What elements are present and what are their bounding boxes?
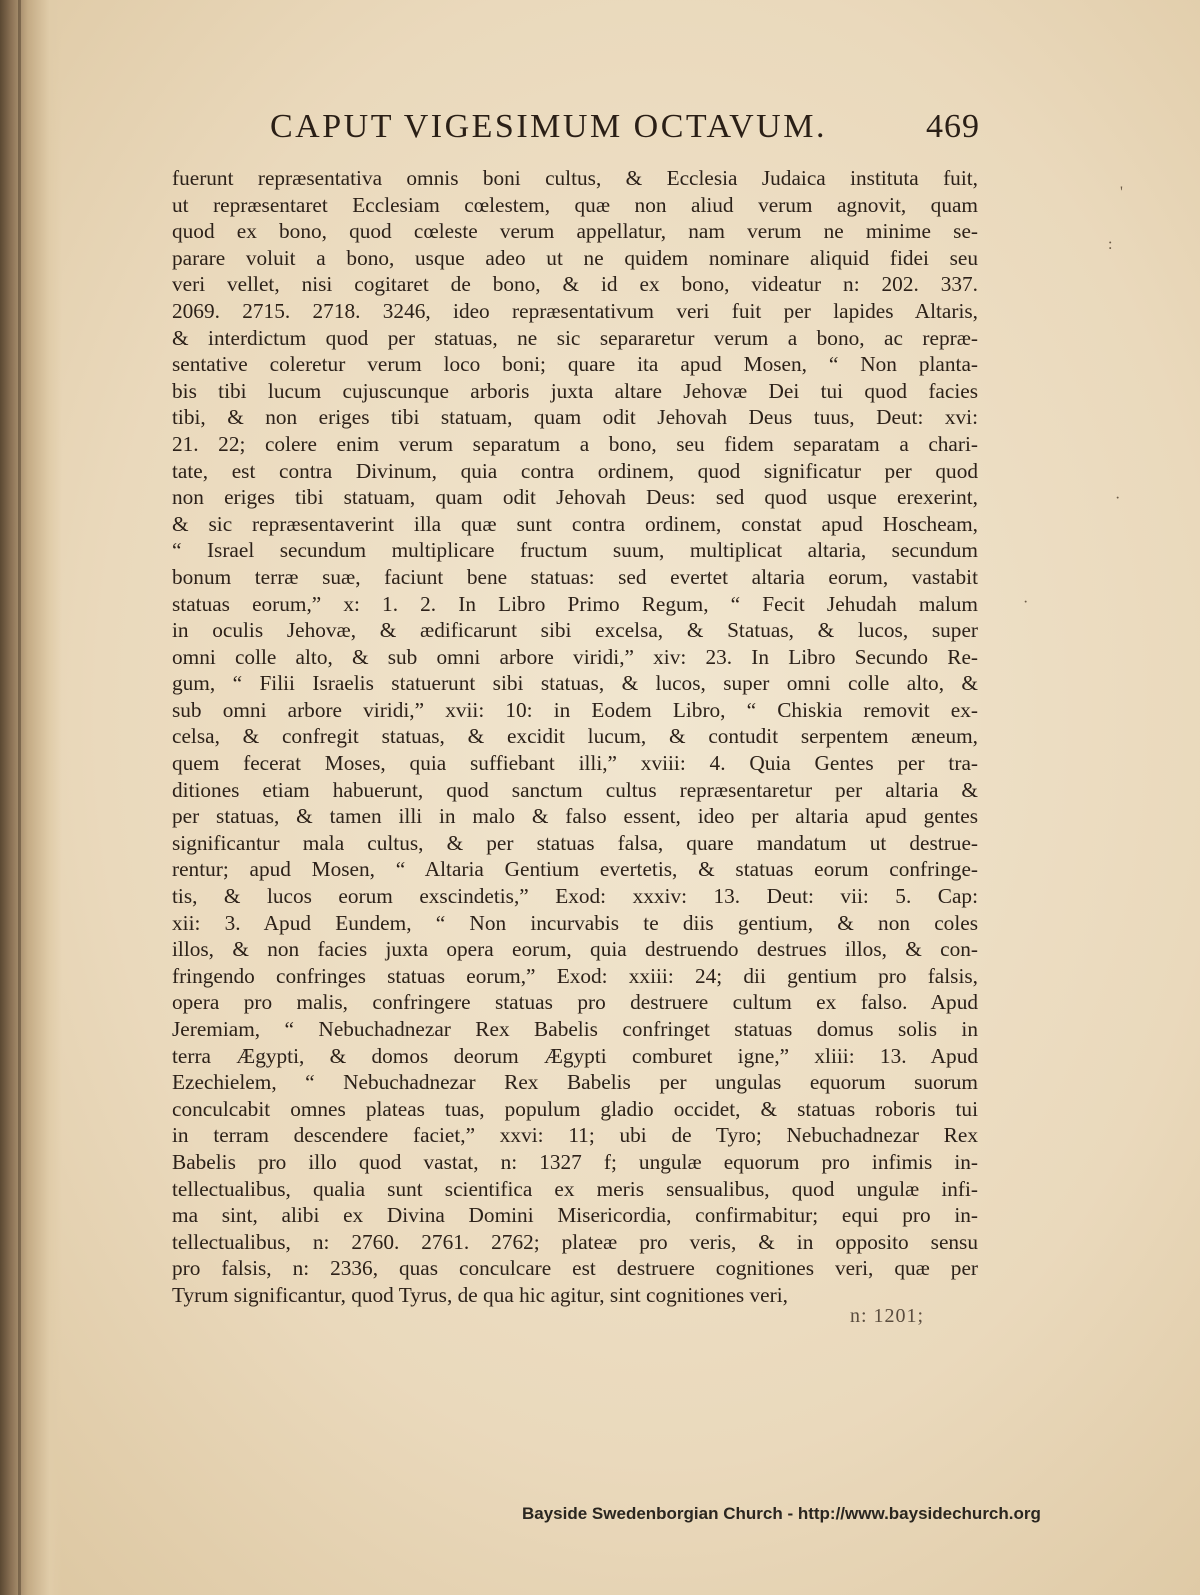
text-line: opera pro malis, confringere statuas pro destruere cultum ex falso. Apud xyxy=(172,990,978,1015)
text-line: pro falsis, n: 2336, quas conculcare est destruere cognitiones veri, quæ per xyxy=(172,1256,978,1281)
text-line: 21. 22; colere enim verum separatum a bono, seu fidem separatam a chari- xyxy=(172,431,978,456)
text-line: in terram descendere faciet,” xxvi: 11; ubi de Tyro; Nebuchadnezar Rex xyxy=(172,1123,978,1148)
text-line: bis tibi lucum cujuscunque arboris juxta altare Jehovæ Dei tui quod facies xyxy=(172,378,978,403)
chapter-title: CAPUT VIGESIMUM OCTAVUM. xyxy=(270,108,827,145)
text-line: significantur mala cultus, & per statuas falsa, quare mandatum ut destrue- xyxy=(172,830,978,855)
text-line: bonum terræ suæ, faciunt bene statuas: sed evertet altaria eorum, vastabit xyxy=(172,564,978,589)
text-line: rentur; apud Mosen, “ Altaria Gentium evertetis, & statuas eorum confringe- xyxy=(172,857,978,882)
text-line: xii: 3. Apud Eundem, “ Non incurvabis te diis gentium, & non coles xyxy=(172,910,978,935)
text-line: tate, est contra Divinum, quia contra ordinem, quod significatur per quod xyxy=(172,458,978,483)
text-line: Ezechielem, “ Nebuchadnezar Rex Babelis per ungulas equorum suorum xyxy=(172,1070,978,1095)
text-line: parare voluit a bono, usque adeo ut ne quidem nominare aliquid fidei seu xyxy=(172,245,978,270)
text-line: in oculis Jehovæ, & ædificarunt sibi excelsa, & Statuas, & lucos, super xyxy=(172,618,978,643)
text-line: quod ex bono, quod cœleste verum appellatur, nam verum ne minime se- xyxy=(172,219,978,244)
margin-mark: · xyxy=(1115,490,1121,507)
margin-mark: · xyxy=(1023,594,1029,611)
text-line: non eriges tibi statuam, quam odit Jehovah Deus: sed quod usque erexerint, xyxy=(172,485,978,510)
text-line: sentative coleretur verum loco boni; quare ita apud Mosen, “ Non planta- xyxy=(172,352,978,377)
text-line: tis, & lucos eorum exscindetis,” Exod: xxxiv: 13. Deut: vii: 5. Cap: xyxy=(172,884,978,909)
text-line: ma sint, alibi ex Divina Domini Misericordia, confirmabitur; equi pro in- xyxy=(172,1203,978,1228)
text-line: terra Ægypti, & domos deorum Ægypti comburet igne,” xliii: 13. Apud xyxy=(172,1043,978,1068)
text-line: ditiones etiam habuerunt, quod sanctum cultus repræsentaretur per altaria & xyxy=(172,777,978,802)
book-gutter-shadow xyxy=(0,0,62,1595)
text-line: & interdictum quod per statuas, ne sic separaretur verum a bono, ac repræ- xyxy=(172,325,978,350)
website-watermark: Bayside Swedenborgian Church - http://www.baysidechurch.org xyxy=(522,1504,1041,1523)
text-line: tellectualibus, n: 2760. 2761. 2762; plateæ pro veris, & in opposito sensu xyxy=(172,1229,978,1254)
text-line: statuas eorum,” x: 1. 2. In Libro Primo Regum, “ Fecit Jehudah malum xyxy=(172,591,978,616)
text-line: sub omni arbore viridi,” xvii: 10: in Eodem Libro, “ Chiskia removit ex- xyxy=(172,697,978,722)
catchword: n: 1201; xyxy=(850,1305,925,1327)
text-line: Babelis pro illo quod vastat, n: 1327 f; ungulæ equorum pro infimis in- xyxy=(172,1149,978,1174)
text-line: veri vellet, nisi cogitaret de bono, & id ex bono, videatur n: 202. 337. xyxy=(172,272,978,297)
text-line: & sic repræsentaverint illa quæ sunt contra ordinem, constat apud Hoscheam, xyxy=(172,511,978,536)
binding-edge xyxy=(18,0,21,1595)
text-line: fuerunt repræsentativa omnis boni cultus, & Ecclesia Judaica instituta fuit, xyxy=(172,166,978,190)
text-line: fringendo confringes statuas eorum,” Exod: xxiii: 24; dii gentium pro falsis, xyxy=(172,963,978,988)
text-line: tibi, & non eriges tibi statuam, quam odit Jehovah Deus tuus, Deut: xvi: xyxy=(172,405,978,430)
margin-mark: ' xyxy=(1120,184,1123,201)
text-line: tellectualibus, qualia sunt scientifica ex meris sensualibus, quod ungulæ infi- xyxy=(172,1176,978,1201)
text-line: ut repræsentaret Ecclesiam cœlestem, quæ non aliud verum agnovit, quam xyxy=(172,192,978,217)
text-line: quem fecerat Moses, quia suffiebant illi,” xviii: 4. Quia Gentes per tra- xyxy=(172,751,978,776)
text-line: Tyrum significantur, quod Tyrus, de qua hic agitur, sint cognitiones veri, xyxy=(172,1282,788,1307)
text-line: conculcabit omnes plateas tuas, populum gladio occidet, & statuas roboris tui xyxy=(172,1096,978,1121)
running-header xyxy=(270,108,980,146)
text-line: Jeremiam, “ Nebuchadnezar Rex Babelis confringet statuas domus solis in xyxy=(172,1017,978,1041)
body-text xyxy=(172,165,978,1309)
text-line: gum, “ Filii Israelis statuerunt sibi statuas, & lucos, super omni colle alto, & xyxy=(172,671,978,696)
text-line: illos, & non facies juxta opera eorum, quia destruendo destrues illos, & con- xyxy=(172,937,978,962)
margin-mark: : xyxy=(1108,236,1113,253)
text-line: 2069. 2715. 2718. 3246, ideo repræsentativum veri fuit per lapides Altaris, xyxy=(172,298,978,323)
text-line: “ Israel secundum multiplicare fructum suum, multiplicat altaria, secundum xyxy=(172,538,978,563)
text-line: celsa, & confregit statuas, & excidit lucum, & contudit serpentem æneum, xyxy=(172,724,978,749)
text-line: omni colle alto, & sub omni arbore viridi,” xiv: 23. In Libro Secundo Re- xyxy=(172,644,978,669)
text-line: per statuas, & tamen illi in malo & falso essent, ideo per altaria apud gentes xyxy=(172,804,978,829)
page-number: 469 xyxy=(926,108,980,145)
